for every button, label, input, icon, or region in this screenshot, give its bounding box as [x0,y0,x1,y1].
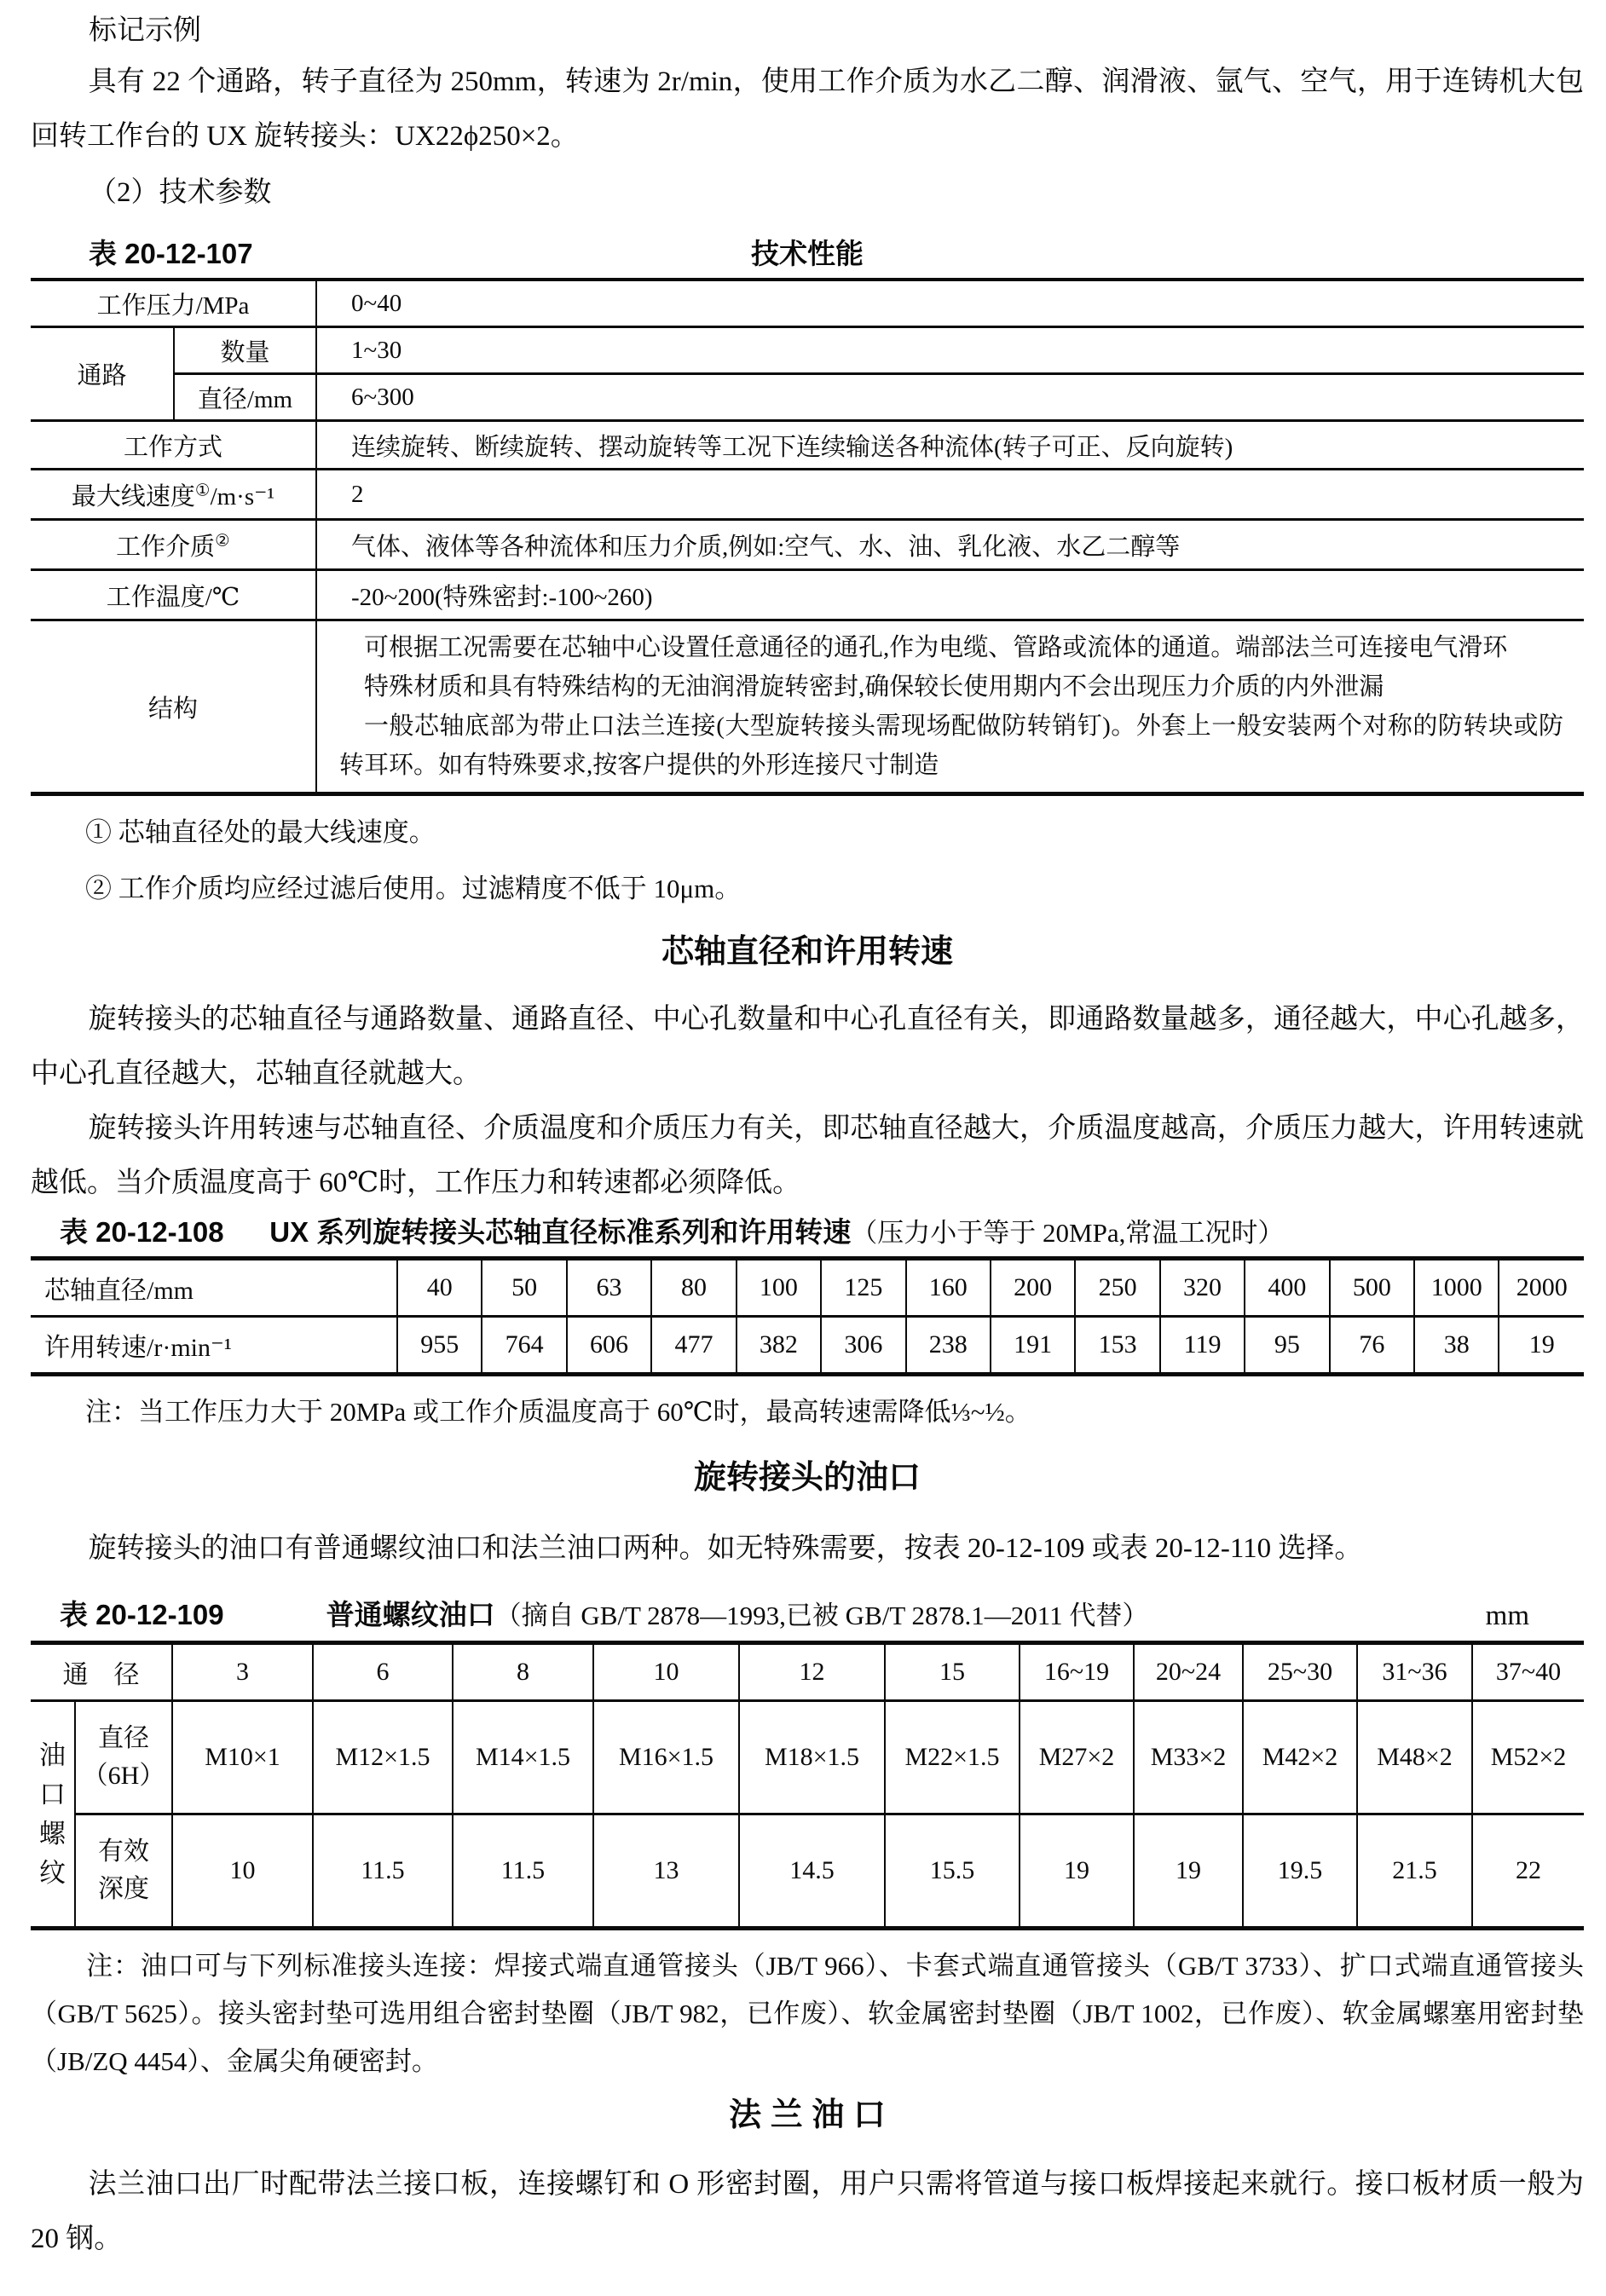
t108-speed-cell: 306 [821,1317,905,1375]
t109-bore-cell: 6 [313,1643,453,1701]
t109-thread-cell: M10×1 [172,1701,313,1814]
t109-bore-cell: 3 [172,1643,313,1701]
table109-caption-title-group [326,1596,1149,1635]
marking-example-label: 标记示例 [89,15,201,46]
t107-label-max-speed [31,470,316,520]
table108-caption-title: UX 系列旋转接头芯轴直径标准系列和许用转速 [269,1216,852,1248]
footnote-2: ② 工作介质均应经过滤后使用。过滤精度不低于 10μm。 [85,874,742,903]
t108-diameter-cell: 125 [821,1259,905,1317]
t109-label-thread-diameter-line1: 直径 [98,1724,149,1752]
table108-caption-title-group [269,1214,1284,1252]
spindle-paragraph-2: 旋转接头许用转速与芯轴直径、介质温度和介质压力有关，即芯轴直径越大，介质温度越高，介质压力越大，许用转速就越低。当介质温度高于 60℃时，工作压力和转速都必须降低。 [31,1113,1584,1198]
t109-label-effective-depth-line2: 深度 [98,1875,149,1903]
t109-thread-cell: M52×2 [1472,1701,1584,1814]
t107-label-medium-text: 工作介质 [116,533,216,561]
t107-value-temperature: -20~200(特殊密封:-100~260) [316,570,1584,620]
oil-ports-paragraph: 旋转接头的油口有普通螺纹油口和法兰油口两种。如无特殊需要，按表 20-12-109 或表 20-12-110 选择。 [88,1533,1363,1564]
t109-thread-cell: M42×2 [1243,1701,1357,1814]
t109-bore-cell: 8 [453,1643,593,1701]
structure-paragraph-3: 一般芯轴底部为带止口法兰连接(大型旋转接头需现场配做防转销钉)。外套上一般安装两个对称的防转块或防转耳环。如有特殊要求,按客户提供的外形连接尺寸制造 [339,712,1563,779]
t108-diameter-cell: 250 [1075,1259,1159,1317]
table109-caption-note: （摘自 GB/T 2878—1993,已被 GB/T 2878.1—2011 代替） [494,1601,1149,1630]
t109-thread-cell: M16×1.5 [593,1701,739,1814]
t107-value-structure [316,620,1584,794]
table109-caption-title: 普通螺纹油口 [326,1599,495,1630]
t109-depth-cell: 19 [1020,1814,1134,1929]
t109-depth-cell: 22 [1472,1814,1584,1929]
footnote-1: ① 芯轴直径处的最大线速度。 [85,817,436,847]
t109-bore-cell: 16~19 [1020,1643,1134,1701]
section-heading-flange-ports: 法 兰 油 口 [729,2097,886,2133]
t109-thread-cell: M22×1.5 [885,1701,1020,1814]
structure-paragraph-1: 可根据工况需要在芯轴中心设置任意通径的通孔,作为电缆、管路或流体的通道。端部法兰可连接电气滑环 [364,634,1508,661]
t109-bore-cell: 25~30 [1243,1643,1357,1701]
t107-label-work-mode: 工作方式 [31,421,316,470]
footnote-ref-2: ② [215,530,230,550]
table-row [31,1643,1584,1701]
t109-depth-cell: 10 [172,1814,313,1929]
t108-speed-cell: 382 [737,1317,821,1375]
t109-thread-cell: M18×1.5 [739,1701,885,1814]
t108-diameter-cell: 320 [1160,1259,1245,1317]
t109-depth-cell: 13 [593,1814,739,1929]
t108-speed-cell: 119 [1160,1317,1245,1375]
t108-diameter-cell: 80 [651,1259,736,1317]
t107-label-temperature: 工作温度/℃ [31,570,316,620]
table-row [31,374,1584,421]
t108-speed-cell: 95 [1245,1317,1329,1375]
t109-bore-cell: 37~40 [1472,1643,1584,1701]
table-row [31,570,1584,620]
t109-depth-cell: 11.5 [313,1814,453,1929]
t108-diameter-cell: 2000 [1499,1259,1584,1317]
table-spindle-diameter-speed [31,1256,1584,1376]
t107-value-diameter: 6~300 [316,374,1584,421]
table-row [31,1317,1584,1375]
t107-label-passages-group: 通路 [31,327,174,421]
t109-depth-cell: 21.5 [1357,1814,1472,1929]
t108-label-speed: 许用转速/r·min⁻¹ [31,1317,397,1375]
t109-depth-cell: 15.5 [885,1814,1020,1929]
footnote-ref-1: ① [194,480,211,499]
table107-caption [31,235,1584,273]
table107-caption-number: 表 20-12-107 [89,238,253,269]
marking-example-paragraph: 具有 22 个通路，转子直径为 250mm，转速为 2r/min，使用工作介质为水乙二醇、润滑液、氩气、空气，用于连铸机大包回转工作台的 UX 旋转接头：UX22ϕ250×2。 [31,66,1584,152]
t109-thread-cell: M48×2 [1357,1701,1472,1814]
t109-thread-cell: M27×2 [1020,1701,1134,1814]
t108-diameter-cell: 200 [991,1259,1075,1317]
table-row [31,470,1584,520]
table-row [31,280,1584,327]
table107-caption-title: 技术性能 [751,238,864,269]
t109-label-bore: 通 径 [31,1643,172,1701]
t109-thread-cell: M12×1.5 [313,1701,453,1814]
t108-speed-cell: 764 [482,1317,566,1375]
t109-bore-cell: 31~36 [1357,1643,1472,1701]
table108-caption-note: （压力小于等于 20MPa,常温工况时） [851,1218,1285,1248]
t109-thread-cell: M33×2 [1134,1701,1243,1814]
t109-label-thread-diameter-line2: （6H） [82,1762,165,1790]
table-row [31,327,1584,374]
t108-diameter-cell: 40 [397,1259,482,1317]
t107-label-max-speed-unit: /m·s⁻¹ [210,482,275,511]
flange-ports-paragraph: 法兰油口出厂时配带法兰接口板，连接螺钉和 O 形密封圈，用户只需将管道与接口板焊接起来就行。接口板材质一般为 20 钢。 [31,2169,1584,2254]
t108-diameter-cell: 160 [906,1259,991,1317]
t107-label-max-speed-text: 最大线速度 [71,482,195,511]
t108-speed-cell: 191 [991,1317,1075,1375]
t107-label-pressure: 工作压力/MPa [31,280,316,327]
t109-label-port-thread-text: 油口螺纹 [39,1739,66,1888]
table-row [31,620,1584,794]
t109-bore-cell: 15 [885,1643,1020,1701]
t107-label-quantity: 数量 [174,327,316,374]
table-row [31,520,1584,570]
t107-value-medium: 气体、液体等各种流体和压力介质,例如:空气、水、油、乳化液、水乙二醇等 [316,520,1584,570]
t108-diameter-cell: 63 [567,1259,651,1317]
t109-bore-cell: 10 [593,1643,739,1701]
section-heading-oil-ports: 旋转接头的油口 [693,1460,921,1496]
t108-speed-cell: 606 [567,1317,651,1375]
structure-paragraph-2: 特殊材质和具有特殊结构的无油润滑旋转密封,确保较长使用期内不会出现压力介质的内外泄漏 [364,673,1384,701]
t109-bore-cell: 20~24 [1134,1643,1243,1701]
tech-params-heading: （2）技术参数 [89,177,272,208]
table-technical-performance [31,278,1584,796]
t109-bore-cell: 12 [739,1643,885,1701]
t108-speed-cell: 955 [397,1317,482,1375]
table108-note: 注：当工作压力大于 20MPa 或工作介质温度高于 60℃时，最高转速需降低⅓~½。 [85,1397,1031,1427]
table108-caption-number: 表 20-12-108 [60,1216,224,1248]
t108-speed-cell: 76 [1330,1317,1414,1375]
table108-caption [31,1214,1584,1251]
spindle-paragraph-1: 旋转接头的芯轴直径与通路数量、通路直径、中心孔数量和中心孔直径有关，即通路数量越多，通径越大，中心孔越多，中心孔直径越大，芯轴直径就越大。 [31,1004,1584,1089]
t108-speed-cell: 38 [1414,1317,1499,1375]
t109-label-thread-diameter [75,1701,172,1814]
t109-depth-cell: 19.5 [1243,1814,1357,1929]
t108-diameter-cell: 100 [737,1259,821,1317]
table-row [31,1259,1584,1317]
t109-depth-cell: 19 [1134,1814,1243,1929]
table-row [31,1814,1584,1929]
t109-label-port-thread-group [31,1701,75,1929]
t109-depth-cell: 14.5 [739,1814,885,1929]
t107-value-work-mode: 连续旋转、断续旋转、摆动旋转等工况下连续输送各种流体(转子可正、反向旋转) [316,421,1584,470]
t107-label-diameter: 直径/mm [174,374,316,421]
t108-diameter-cell: 1000 [1414,1259,1499,1317]
t108-speed-cell: 19 [1499,1317,1584,1375]
t108-diameter-cell: 50 [482,1259,566,1317]
t109-label-effective-depth [75,1814,172,1929]
table109-caption [31,1596,1584,1634]
t109-label-effective-depth-line1: 有效 [98,1837,149,1866]
table109-caption-number: 表 20-12-109 [60,1599,224,1630]
table-row [31,1701,1584,1814]
t108-speed-cell: 477 [651,1317,736,1375]
table109-caption-unit: mm [1485,1601,1529,1631]
t109-depth-cell: 11.5 [453,1814,593,1929]
table-row [31,421,1584,470]
t107-value-max-speed: 2 [316,470,1584,520]
t108-diameter-cell: 500 [1330,1259,1414,1317]
t107-value-pressure: 0~40 [316,280,1584,327]
section-heading-spindle-diameter: 芯轴直径和许用转速 [661,934,953,970]
t108-label-diameter: 芯轴直径/mm [31,1259,397,1317]
t108-diameter-cell: 400 [1245,1259,1329,1317]
t108-speed-cell: 238 [906,1317,991,1375]
table109-note: 注：油口可与下列标准接头连接：焊接式端直通管接头（JB/T 966）、卡套式端直通管接头（GB/T 3733）、扩口式端直通管接头（GB/T 5625）。接头密封垫可选用组合密封垫圈（JB/T 982，已作废）、软金属密封垫圈（JB/T 1002，已作废）、软金属螺塞用密封垫（JB/ZQ 4454）、金属尖角硬密封。 [31,1951,1584,2076]
t107-label-medium [31,520,316,570]
t107-label-structure: 结构 [31,620,316,794]
t108-speed-cell: 153 [1075,1317,1159,1375]
t109-thread-cell: M14×1.5 [453,1701,593,1814]
table-threaded-oil-ports [31,1641,1584,1930]
t107-value-quantity: 1~30 [316,327,1584,374]
